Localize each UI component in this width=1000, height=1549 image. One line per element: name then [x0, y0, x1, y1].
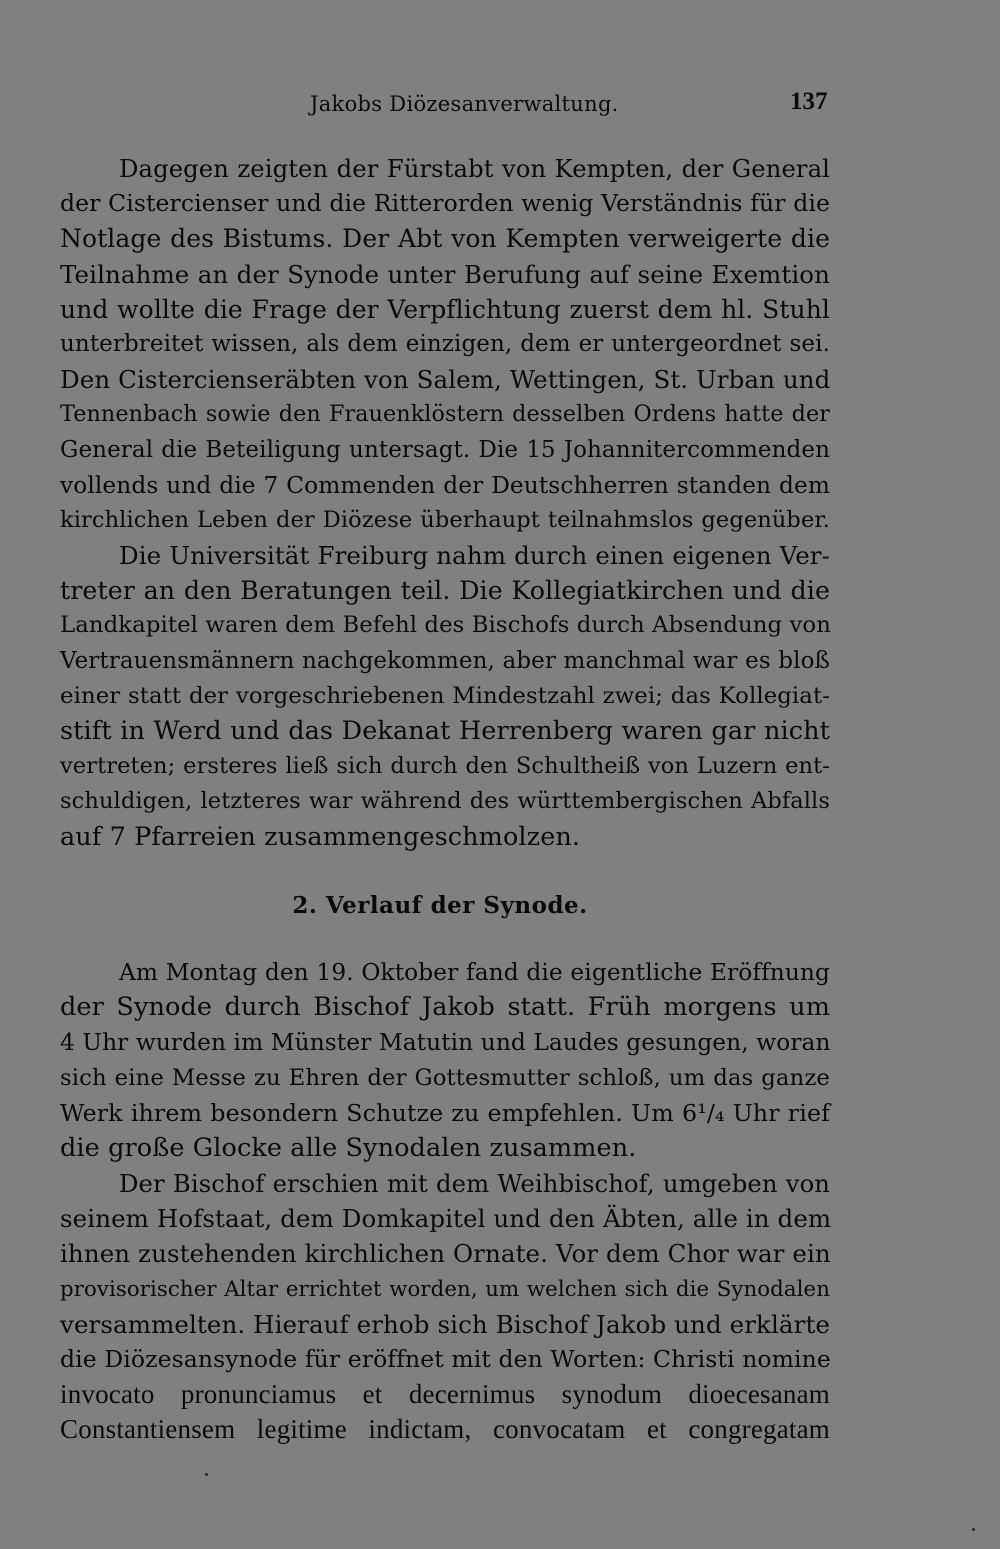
running-head [0, 88, 1000, 128]
text-line: auf 7 Pfarreien zusammengeschmolzen. [60, 821, 581, 852]
text-line: der Synode durch Bischof Jakob statt. Früh morgens um [60, 992, 830, 1023]
section-heading [0, 892, 1000, 919]
text-line: Die Universität Freiburg nahm durch einen eigenen Ver- [119, 541, 830, 570]
paragraph-2 [60, 538, 830, 855]
text-line: Werk ihrem besondern Schutze zu empfehlen. Um 6¹/₄ Uhr rief [60, 1098, 830, 1127]
section-heading-text: 2. Verlauf der Synode. [292, 892, 588, 919]
text-line: seinem Hofstaat, dem Domkapitel und den Äbten, alle in dem [60, 1204, 832, 1234]
text-line: der Cistercienser und die Ritterorden wenig Verständnis für die [60, 189, 830, 218]
text-line: provisorischer Altar errichtet worden, um welchen sich die Synodalen [60, 1276, 830, 1302]
section-paragraph-2 [60, 1166, 830, 1448]
text-line: Am Montag den 19. Oktober fand die eigentliche Eröffnung [119, 959, 830, 986]
text-line: treter an den Beratungen teil. Die Kollegiatkirchen und die [60, 576, 830, 606]
text-line: sich eine Messe zu Ehren der Gottesmutter schloß, um das ganze [60, 1064, 830, 1091]
text-line: Vertrauensmännern nachgekommen, aber manchmal war es bloß [60, 647, 830, 674]
text-line: einer statt der vorgeschriebenen Mindestzahl zwei; das Kollegiat- [60, 682, 830, 709]
text-line: General die Beteiligung untersagt. Die 15 Johannitercommenden [60, 436, 830, 463]
text-line: die Diözesansynode für eröffnet mit den Worten: Christi nomine [60, 1344, 831, 1373]
text-line: Teilnahme an der Synode unter Berufung auf seine Exemtion [60, 259, 830, 289]
text-line: und wollte die Frage der Verpflichtung zuerst dem hl. Stuhl [60, 294, 830, 324]
scan-speck [205, 1473, 208, 1476]
text-line: vollends und die 7 Commenden der Deutschherren standen dem [60, 471, 830, 499]
text-line: die große Glocke alle Synodalen zusammen. [60, 1132, 637, 1163]
text-line: invocato pronunciamus et decernimus synodum dioecesanam [60, 1379, 830, 1410]
section-paragraph-1 [60, 955, 830, 1166]
text-line: schuldigen, letzteres war während des württembergischen Abfalls [60, 788, 830, 815]
running-title: Jakobs Diözesanverwaltung. [310, 92, 619, 116]
page-number: 137 [790, 88, 828, 115]
text-line: ihnen zustehenden kirchlichen Ornate. Vor dem Chor war ein [60, 1239, 831, 1269]
text-line: 4 Uhr wurden im Münster Matutin und Laudes gesungen, woran [60, 1029, 831, 1057]
text-line: kirchlichen Leben der Diözese überhaupt teilnahmslos gegenüber. [60, 506, 830, 533]
text-line: Landkapitel waren dem Befehl des Bischofs durch Absendung von [60, 612, 831, 639]
text-line: Der Bischof erschien mit dem Weihbischof, umgeben von [119, 1169, 830, 1198]
text-line: Notlage des Bistums. Der Abt von Kempten verweigerte die [60, 224, 830, 254]
text-line: Den Cistercienseräbten von Salem, Wettingen, St. Urban und [60, 365, 831, 395]
paragraph-1 [60, 151, 830, 538]
text-line: Dagegen zeigten der Fürstabt von Kempten, der General [119, 154, 830, 183]
text-line: Tennenbach sowie den Frauenklöstern desselben Ordens hatte der [60, 401, 830, 428]
text-line: Constantiensem legitime indictam, convocatam et congregatam [60, 1414, 830, 1445]
scan-speck [972, 1528, 975, 1531]
text-line: vertreten; ersteres ließ sich durch den Schultheiß von Luzern ent- [60, 753, 830, 780]
text-line: unterbreitet wissen, als dem einzigen, dem er untergeordnet sei. [60, 330, 830, 357]
text-line: versammelten. Hierauf erhob sich Bischof Jakob und erklärte [60, 1309, 830, 1339]
text-line: stift in Werd und das Dekanat Herrenberg waren gar nicht [60, 715, 830, 746]
